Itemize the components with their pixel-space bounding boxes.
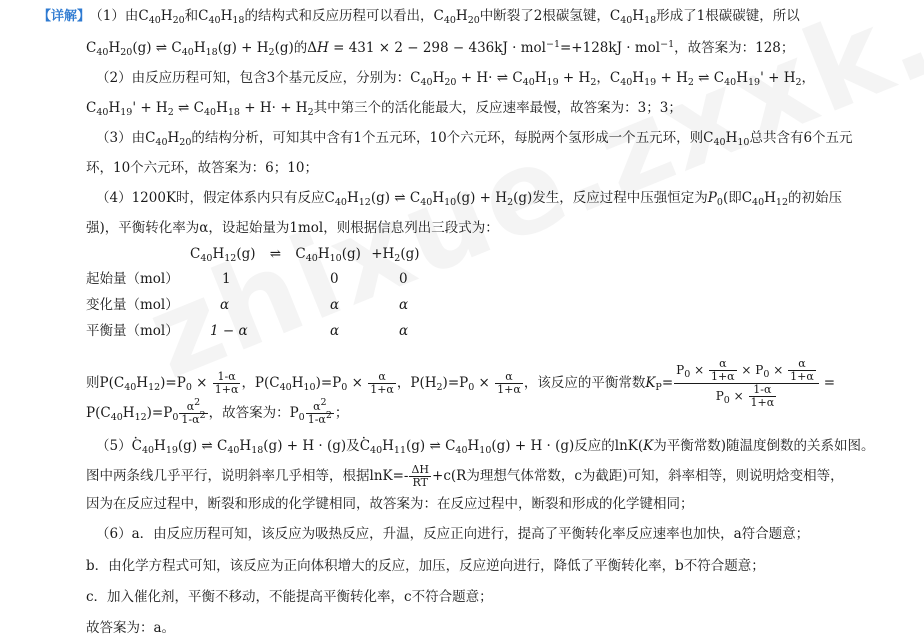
text: ⇌ C — [173, 100, 204, 116]
sub: 0 — [684, 369, 691, 380]
sub: 0 — [723, 395, 730, 406]
sub: 40 — [305, 253, 318, 264]
sub: 12 — [775, 197, 789, 208]
numerator: α — [368, 371, 396, 384]
text: ， — [801, 70, 816, 86]
fraction — [709, 358, 737, 383]
sup: 2 — [325, 410, 332, 421]
text: (g) — [341, 246, 361, 262]
sub: 2 — [507, 197, 514, 208]
table-cell: α — [330, 323, 340, 339]
sub: 18 — [205, 47, 218, 58]
denominator: 1+α — [790, 370, 814, 383]
text: ，P(H — [396, 375, 437, 391]
sub: 2 — [307, 107, 314, 118]
text: (g) + H — [217, 40, 269, 56]
text: 总共含有6个五元 — [749, 130, 853, 146]
text: （1）由C — [96, 8, 149, 24]
text: × — [347, 375, 368, 391]
sub: 40 — [141, 445, 155, 456]
sub: 10 — [329, 253, 342, 264]
p3-line2: 环，10个六元环，故答案为：6；10； — [86, 160, 318, 176]
kp-numerator — [674, 358, 819, 384]
sub: 40 — [110, 412, 123, 423]
fraction — [749, 384, 777, 409]
answer-tag: 【详解】 — [38, 9, 91, 24]
p2-line2: $C_{40}H_{19}' + H_2$ ⇌ $C_{40}H_{18} + H\cdot + H_2$其中第三个的活化能最大，反应速率最慢，故答案为：3；3； — [86, 100, 682, 118]
text: （2）由反应历程可知，包含3个基元反应，分别为：C — [96, 70, 421, 86]
denominator: 1+α — [214, 383, 239, 396]
sub: 0 — [341, 382, 348, 393]
text: α — [313, 400, 321, 413]
sub: 40 — [420, 197, 433, 208]
text: H — [317, 40, 329, 56]
denominator: RT — [412, 476, 428, 489]
text: 的结构分析，可知其中含有1个五元环，10个六元环，每脱两个氢形成一个五元环，则C — [191, 130, 714, 146]
text: α — [186, 400, 195, 413]
table-row-label: 起始量（mol） — [86, 271, 179, 287]
text: ' + H — [760, 70, 796, 86]
text: ，C — [596, 70, 621, 86]
text: （5） — [96, 438, 132, 454]
sub: 18 — [251, 445, 264, 456]
sub: 40 — [420, 77, 433, 88]
text: 的结构式和反应历程可以看出，C — [244, 8, 444, 24]
sub: 2 — [436, 382, 443, 393]
text: C — [86, 100, 97, 116]
fraction — [409, 464, 431, 489]
text: 1-α — [307, 413, 326, 426]
table-cell: α — [330, 297, 340, 313]
text: 则P(C — [86, 375, 125, 391]
sub: 40 — [227, 445, 240, 456]
sup: −1 — [545, 39, 560, 50]
sub: 18 — [227, 107, 240, 118]
denominator — [306, 410, 334, 426]
radical-c: · C — [360, 438, 370, 454]
sub: 2 — [687, 77, 694, 88]
text: = — [661, 375, 674, 391]
fraction — [213, 371, 241, 396]
sub: 18 — [644, 15, 657, 26]
text: ，该反应的平衡常数 — [523, 375, 646, 391]
denominator: 1+α — [750, 396, 775, 409]
sup: 2 — [194, 397, 201, 408]
table-cell: 0 — [330, 271, 339, 287]
sub: 40 — [96, 47, 109, 58]
p6-line4: 故答案为：a。 — [86, 620, 176, 636]
sub: 10 — [737, 137, 750, 148]
sub: 19 — [748, 77, 761, 88]
numerator: 1-α — [749, 384, 777, 397]
sub: 2 — [590, 77, 597, 88]
text: P(C — [86, 405, 111, 421]
sub: 10 — [303, 382, 316, 393]
text: × — [191, 375, 212, 391]
text: × — [729, 389, 748, 403]
p1-line2: $C_{40}H_{20}(g)$ ⇌ $C_{40}H_{18}(g) + H_2(g)$的ΔH = 431 × 2 − 298 − 436kJ · mol$^{-1}$=+128kJ · mol$^{-1}$，故答案为：128； — [86, 39, 795, 58]
text: (g) ⇌ C — [370, 190, 421, 206]
text: )=P — [146, 405, 173, 421]
text: )=P — [315, 375, 342, 391]
p5-line2 — [86, 463, 844, 489]
sub: 40 — [370, 445, 383, 456]
sub: 12 — [134, 412, 147, 423]
table-row-label: 变化量（mol） — [86, 297, 179, 313]
text: （4）1200K时，假定体系内只有反应C — [96, 190, 335, 206]
sub: 40 — [279, 382, 292, 393]
sub: 40 — [620, 15, 633, 26]
sub: 10 — [479, 445, 492, 456]
text: ，故答案为：P — [208, 405, 299, 421]
sub: 40 — [522, 77, 535, 88]
text: 中断裂了2根碳氢键，C — [479, 8, 621, 24]
text: × — [769, 363, 788, 377]
sub: 0 — [763, 369, 770, 380]
p6-line3: c．加入催化剂，平衡不移动，不能提高平衡转化率，c不符合题意； — [86, 589, 493, 605]
sub: 19 — [546, 77, 559, 88]
fraction — [495, 371, 523, 396]
kp-fraction — [674, 358, 819, 409]
text: )=P — [160, 375, 186, 391]
text: 的初始压 — [788, 190, 843, 206]
numerator: ΔH — [411, 463, 430, 476]
denominator: 1+α — [710, 370, 735, 383]
numerator: α — [709, 358, 737, 371]
table-cell: α — [399, 323, 409, 339]
sub: 20 — [172, 15, 185, 26]
p6-line1: （6）a．由反应历程可知，该反应为吸热反应，升温，反应正向进行，提高了平衡转化率反应速率也加快，a符合题意； — [96, 526, 810, 542]
text: (g)发生，反应过程中压强恒定为 — [513, 190, 708, 206]
sub: 0 — [185, 382, 192, 393]
fraction — [179, 397, 207, 426]
equilibrium-arrow: ⇌ — [269, 246, 282, 262]
sub: 40 — [124, 382, 137, 393]
fraction — [368, 371, 396, 396]
text: 和C — [184, 8, 209, 24]
denominator: 1+α — [497, 383, 521, 396]
denominator: 1+α — [370, 383, 394, 396]
sub: 40 — [155, 137, 168, 148]
text: +H — [371, 246, 395, 262]
p1-line1: 【详解】 （1）由$C_{40}H_{20}$和$C_{40}H_{18}$的结构式和反应历程可以看出，$C_{40}H_{20}$中断裂了2根碳氢键，$C_{40}H_{18}$形成了1根碳碳键，所以 — [38, 8, 800, 26]
text: =+128kJ · mol — [560, 40, 661, 56]
sub: 40 — [724, 77, 737, 88]
text: + H — [558, 70, 591, 86]
text: × P — [737, 363, 764, 377]
text: K — [643, 438, 654, 454]
table-cell: α — [220, 297, 230, 313]
text: + H· ⇌ C — [456, 70, 523, 86]
sub: P — [655, 382, 662, 393]
text: 为平衡常数)随温度倒数的关系如图。 — [653, 438, 875, 454]
numerator: α — [788, 358, 816, 371]
sub: 12 — [148, 382, 161, 393]
text: (即C — [722, 190, 753, 206]
sub: 40 — [713, 137, 726, 148]
text: )=P — [442, 375, 469, 391]
text: K — [645, 375, 656, 391]
sub: 20 — [444, 77, 457, 88]
p4-line1: （4）1200K时，假定体系内只有反应$C_{40}H_{12}(g)$ ⇌ $C_{40}H_{10}(g) + H_2(g)$发生，反应过程中压强恒定为$P_0$(即$C_{40}H_{12}$的初始压 — [96, 190, 843, 208]
numerator: 1-α — [213, 371, 241, 384]
sub: 2 — [268, 47, 275, 58]
table-cell: 0 — [399, 271, 408, 287]
text: 其中第三个的活化能最大，反应速率最慢，故答案为：3；3； — [313, 100, 682, 116]
text: = — [823, 375, 836, 391]
fraction — [788, 358, 816, 383]
radical-c: · C — [132, 438, 142, 454]
text: (g) ⇌ C — [177, 438, 228, 454]
text: C — [86, 40, 97, 56]
text: 1-α — [181, 413, 200, 426]
text: (g) + H · (g)及 — [263, 438, 360, 454]
text: (g) — [236, 246, 256, 262]
p6-line2: b．由化学方程式可知，该反应为正向体积增大的反应，加压，反应逆向进行，降低了平衡转化率，b不符合题意； — [86, 558, 765, 574]
text: + H — [656, 70, 688, 86]
sub: 0 — [716, 197, 723, 208]
sub: 19 — [165, 445, 178, 456]
text: 形成了1根碳碳键，所以 — [656, 8, 800, 24]
text: (g) ⇌ C — [406, 438, 456, 454]
p5-line3: 因为在反应过程中，断裂和形成的化学键相同，故答案为：在反应过程中，断裂和形成的化学键相同； — [86, 496, 694, 512]
sup: 2 — [320, 397, 327, 408]
p5-line1: $(5)\cdot C_{40}H_{19}(g)$ ⇌ $C_{40}H_{18}(g) + H \cdot (g)$及· $C_{40}H_{11}(g)$ ⇌ $C_{40}H_{10}(g) + H \cdot (g)$反应的lnK(K为平衡常数)随温度倒数的关系如图。 — [96, 436, 875, 456]
sub: 40 — [620, 77, 633, 88]
table-cell: 1 − α — [210, 323, 248, 339]
table-cell: 1 — [222, 271, 231, 287]
sub: 40 — [208, 15, 221, 26]
sub: 40 — [752, 197, 765, 208]
sub: 0 — [172, 412, 179, 423]
text: P — [715, 389, 724, 403]
numerator: α — [495, 371, 523, 384]
text: P — [676, 363, 685, 377]
sub: 40 — [96, 107, 109, 118]
kp-denominator — [674, 384, 819, 409]
sub: 20 — [179, 137, 192, 148]
sub: 40 — [148, 15, 161, 26]
sub: 40 — [334, 197, 347, 208]
sub: 0 — [468, 382, 475, 393]
text: C — [190, 246, 201, 262]
text: ' + H — [132, 100, 168, 116]
text: ，故答案为：128； — [674, 40, 795, 56]
text: (g) — [400, 246, 420, 262]
text: ； — [334, 405, 349, 421]
text: + H· + H — [239, 100, 308, 116]
sub: 12 — [358, 197, 371, 208]
sup: 2 — [199, 410, 206, 421]
sub: 40 — [181, 47, 194, 58]
table-cell: α — [399, 297, 409, 313]
sub: 40 — [455, 445, 468, 456]
sub: 12 — [224, 253, 237, 264]
sub: 40 — [443, 15, 456, 26]
text: (g) + H · (g)反应的lnK( — [491, 438, 644, 454]
equation-header: $C_{40}H_{12}(g)$ ⇌ $C_{40}H_{10}(g) +H_2(g)$ — [190, 246, 420, 264]
sub: 20 — [467, 15, 480, 26]
sub: 19 — [120, 107, 133, 118]
denominator — [179, 410, 207, 426]
sub: 18 — [232, 15, 245, 26]
table-row-label: 平衡量（mol） — [86, 323, 179, 339]
text: × — [474, 375, 495, 391]
sub: 0 — [298, 412, 305, 423]
sub: 2 — [394, 253, 401, 264]
text: 图中两条线几乎平行，说明斜率几乎相等，根据lnK=- — [86, 468, 409, 484]
text: (g)的Δ — [274, 40, 318, 56]
p4-pressure-line: 则$P(C_{40}H_{12})=P_0$ × $\frac{1-\alpha}{1+\alpha}$ ，$P(C_{40}H_{10})=P_0$ × $\frac{\alpha}{1+\alpha}$ ，$P(H_2)=P_0$ × $\frac{\alpha}{1+\alpha}$ ，该反应的平衡常数$K_P=$ $P_0$ × $\frac{\alpha}{1+\alpha}$ × $P_0$ × $\frac{\alpha}{1+\alpha}$ $P_0$ × $\frac{1-\alpha}{1+\alpha}$ = — [86, 357, 836, 409]
text: ，P(C — [241, 375, 280, 391]
sub: 40 — [200, 253, 213, 264]
text: +c(R为理想气体常数，c为截距)可知，斜率相等，则说明焓变相等， — [432, 468, 844, 484]
text: (g) + H — [456, 190, 508, 206]
sub: 10 — [444, 197, 457, 208]
sub: 40 — [203, 107, 217, 118]
text: （3）由C — [96, 130, 156, 146]
text: (g) ⇌ C — [132, 40, 182, 56]
sub: 2 — [795, 77, 802, 88]
p4-result-line: $P(C_{40}H_{12})=P_0$ $\frac{\alpha^2}{1-\alpha^2}$ ，故答案为：$P_0$ $\frac{\alpha^2}{1-\alpha^2}$ ； — [86, 397, 349, 426]
fraction — [306, 397, 334, 426]
text: × — [690, 363, 708, 377]
p2-line1: （2）由反应历程可知，包含3个基元反应，分别为：$C_{40}H_{20} + H\cdot$ ⇌ $C_{40}H_{19} + H_2$，$C_{40}H_{19} + H_2$ ⇌ $C_{40}H_{19}' + H_2$， — [96, 70, 816, 88]
p4-line2: 强)，平衡转化率为α，设起始量为1mol，则根据信息列出三段式为： — [86, 220, 499, 236]
sub: 20 — [120, 47, 133, 58]
sub: 11 — [393, 445, 406, 456]
sub: 2 — [167, 107, 174, 118]
p3-line1: （3）由$C_{40}H_{20}$的结构分析，可知其中含有1个五元环，10个六元环，每脱两个氢形成一个五元环，则$C_{40}H_{10}$总共含有6个五元 — [96, 130, 853, 148]
text: C — [295, 246, 306, 262]
sub: 19 — [644, 77, 657, 88]
text: P — [707, 190, 717, 206]
text: ⇌ C — [693, 70, 725, 86]
text: = 431 × 2 − 298 − 436kJ · mol — [328, 40, 546, 56]
sup: −1 — [660, 39, 675, 50]
